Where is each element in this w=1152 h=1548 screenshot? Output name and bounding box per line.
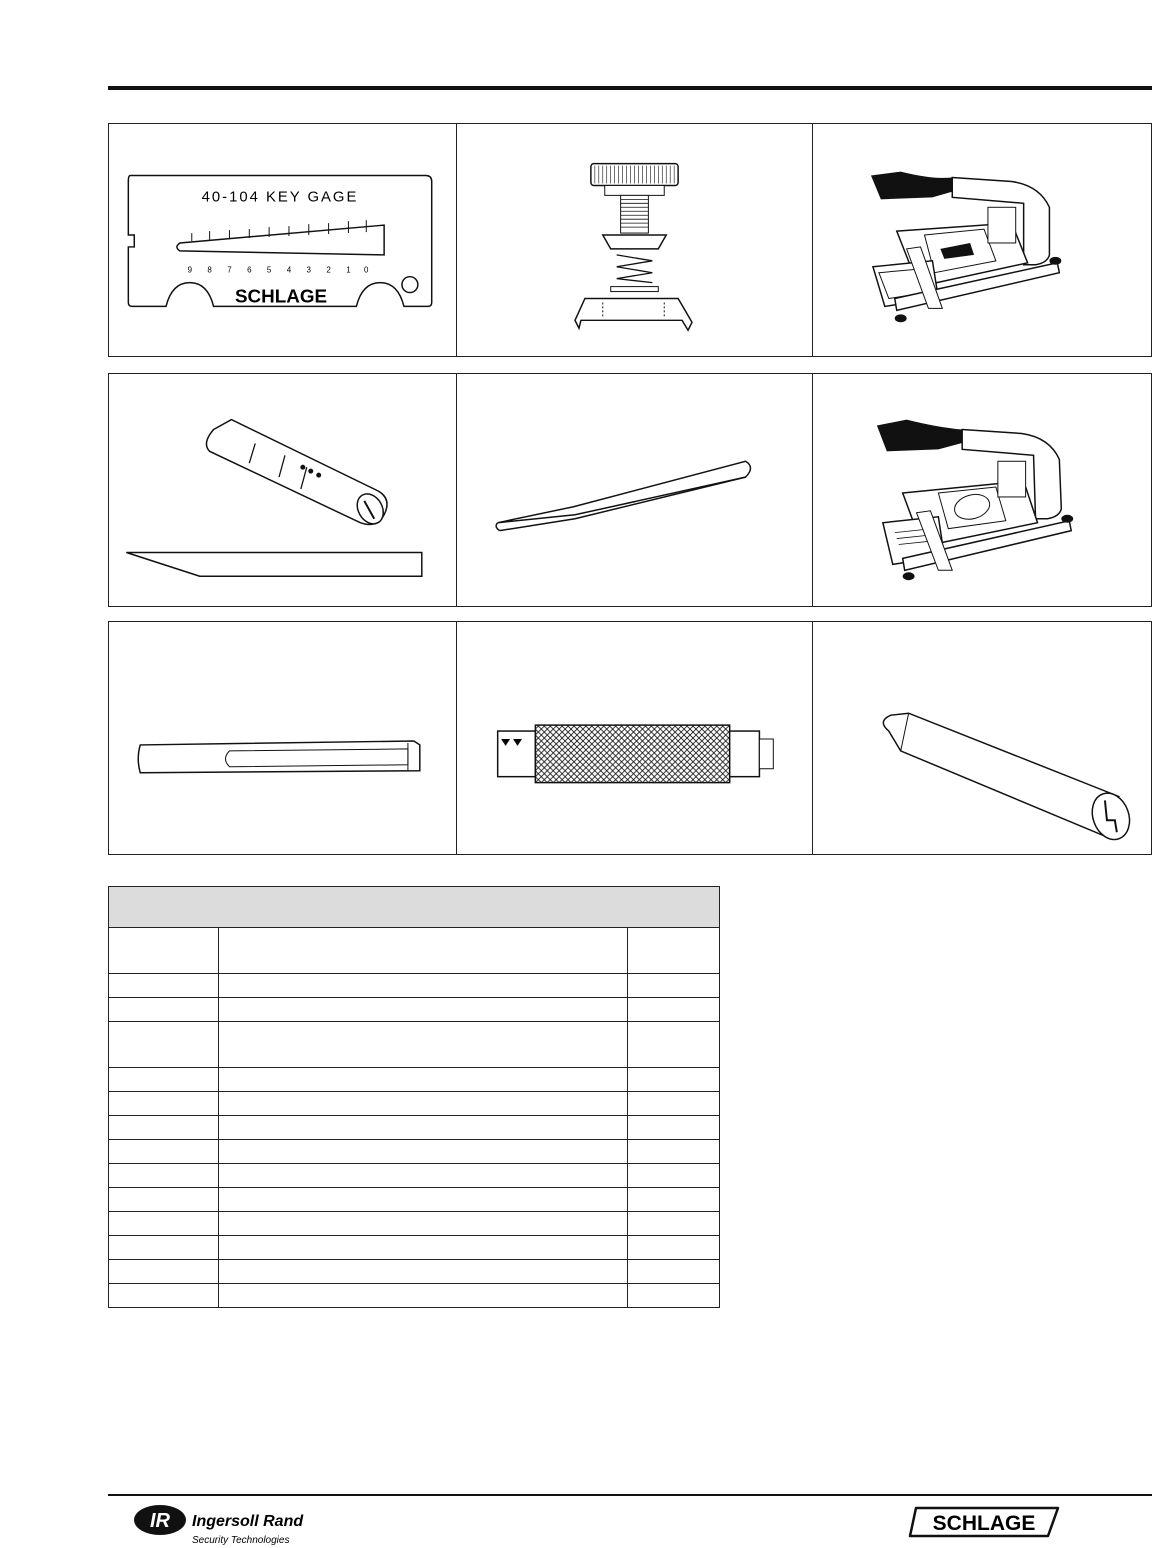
gage-scale-5: 5: [266, 265, 272, 275]
table-cell: [109, 1236, 219, 1260]
table-row: [109, 1260, 720, 1284]
table-cell: [219, 974, 627, 998]
footer-rule: [108, 1494, 1152, 1496]
table-cell: [627, 1236, 719, 1260]
table-cell: [219, 998, 627, 1022]
key-gage-illustration: [109, 124, 456, 356]
knurled-driver-cell: [456, 622, 812, 854]
table-cell: [219, 1068, 627, 1092]
table-cell: [627, 998, 719, 1022]
table-cell: [627, 1164, 719, 1188]
key-gage-cell: [109, 124, 456, 356]
gage-scale-4: 4: [286, 265, 292, 275]
table-cell: [109, 928, 219, 974]
table-row: [109, 1164, 720, 1188]
table-cell: [219, 1236, 627, 1260]
schlage-text: SCHLAGE: [932, 1512, 1036, 1535]
table-cell: [109, 1260, 219, 1284]
cylinder-plug-solid-cell: [812, 622, 1151, 854]
schlage-logo: [906, 1502, 1066, 1542]
table-cell: [627, 1092, 719, 1116]
table-cell: [109, 1116, 219, 1140]
gage-brand: SCHLAGE: [234, 285, 328, 307]
table-cell: [627, 1116, 719, 1140]
table-cell: [627, 1260, 719, 1284]
gage-scale-6: 6: [247, 265, 252, 275]
table-row: [109, 928, 720, 974]
table-cell: [219, 1164, 627, 1188]
table-row: [109, 1116, 720, 1140]
table-cell: [627, 1140, 719, 1164]
table-cell: [219, 1022, 627, 1068]
plug-follower-illustration: [109, 374, 456, 606]
table-row: [109, 1284, 720, 1308]
table-cell: [219, 1188, 627, 1212]
table-cell: [109, 1284, 219, 1308]
table-cell: [109, 998, 219, 1022]
table-cell: [109, 1188, 219, 1212]
gage-scale-3: 3: [306, 265, 311, 275]
svg-text:IR: IR: [150, 1510, 170, 1532]
table-cell: [109, 1212, 219, 1236]
table-row: [109, 1188, 720, 1212]
parts-image-row-3: [108, 621, 1152, 855]
parts-image-row-1: [108, 123, 1152, 357]
table-cell: [109, 1164, 219, 1188]
table-cell: [219, 1092, 627, 1116]
knurled-driver-illustration: [457, 622, 812, 854]
table-cell: [219, 1140, 627, 1164]
tweezers-illustration: [457, 374, 812, 606]
table-cell: [627, 1284, 719, 1308]
table-row: [109, 974, 720, 998]
parts-image-row-2: [108, 373, 1152, 607]
key-punch-machine-cell: [812, 124, 1151, 356]
parts-list-table: [108, 886, 720, 1308]
table-cell: [109, 1092, 219, 1116]
table-cell: [627, 928, 719, 974]
key-punch-machine-alt-cell: [812, 374, 1151, 606]
table-row: [109, 1140, 720, 1164]
gage-scale-8: 8: [207, 265, 212, 275]
table-cell: [109, 1022, 219, 1068]
ir-sub-text: Security Technologies: [192, 1535, 290, 1546]
table-cell: [219, 1260, 627, 1284]
plug-follower-bar-illustration: [109, 622, 456, 854]
table-cell: [627, 974, 719, 998]
cylinder-plug-cell: [109, 374, 456, 606]
table-row: [109, 998, 720, 1022]
table-cell: [219, 1212, 627, 1236]
key-punch-machine-alt-illustration: [813, 374, 1151, 606]
table-cell: [627, 1212, 719, 1236]
gage-title: 40-104 KEY GAGE: [201, 189, 359, 206]
key-punch-machine-illustration: [813, 124, 1151, 356]
gage-scale-9: 9: [187, 265, 193, 275]
tweezers-cell: [456, 374, 812, 606]
table-cell: [219, 928, 627, 974]
table-cell: [219, 1284, 627, 1308]
cylinder-plug-solid-illustration: [813, 622, 1151, 854]
gage-scale-2: 2: [326, 265, 331, 275]
thumbscrew-spring-illustration: [457, 124, 812, 356]
table-row: [109, 1022, 720, 1068]
table-cell: [109, 974, 219, 998]
gage-scale-1: 1: [346, 265, 351, 275]
table-row: [109, 1236, 720, 1260]
table-row: [109, 1092, 720, 1116]
plug-follower-bar-cell: [109, 622, 456, 854]
table-row: [109, 1212, 720, 1236]
table-row: [109, 1068, 720, 1092]
table-cell: [109, 1068, 219, 1092]
table-cell: [627, 1068, 719, 1092]
table-cell: [627, 1022, 719, 1068]
table-cell: [627, 1188, 719, 1212]
gage-scale-0: 0: [364, 265, 369, 275]
gage-scale-7: 7: [227, 265, 232, 275]
ingersoll-rand-logo: [134, 1502, 334, 1548]
thumbscrew-assembly-cell: [456, 124, 812, 356]
ir-brand-text: Ingersoll Rand: [192, 1513, 304, 1530]
table-header: [109, 887, 720, 928]
table-cell: [219, 1116, 627, 1140]
header-rule: [108, 86, 1152, 90]
table-cell: [109, 1140, 219, 1164]
